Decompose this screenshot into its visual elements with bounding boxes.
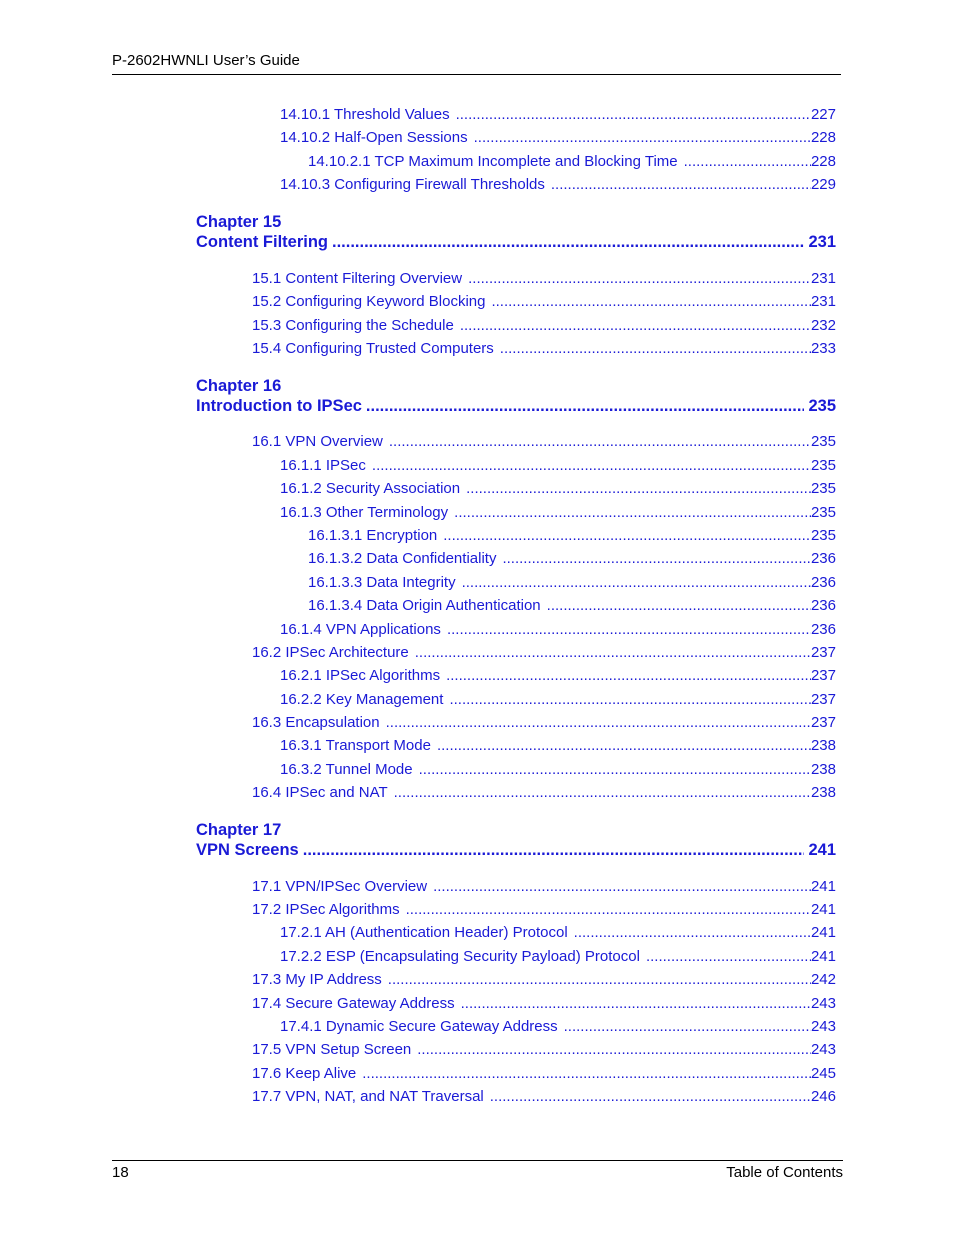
toc-entry-page[interactable]: 242: [810, 971, 836, 988]
toc-entry-title[interactable]: 17.4.1 Dynamic Secure Gateway Address: [280, 1018, 558, 1035]
toc-entry-title[interactable]: 17.7 VPN, NAT, and NAT Traversal: [252, 1088, 484, 1105]
section-name: Table of Contents: [726, 1164, 843, 1181]
toc-entry-page[interactable]: 241: [810, 948, 836, 965]
toc-entry[interactable]: [252, 971, 836, 991]
dot-leader: [468, 270, 811, 287]
dot-leader: [456, 106, 811, 123]
chapter-page[interactable]: 231: [808, 233, 836, 251]
chapter-title[interactable]: Introduction to IPSec: [196, 397, 362, 415]
toc-entry-page[interactable]: 233: [810, 340, 836, 357]
toc-entry[interactable]: [280, 1018, 836, 1038]
toc-entry[interactable]: [252, 714, 836, 734]
toc-entry[interactable]: [252, 317, 836, 337]
toc-entry-page[interactable]: 235: [810, 504, 836, 521]
toc-entry-title[interactable]: 15.1 Content Filtering Overview: [252, 270, 463, 287]
toc-entry-page[interactable]: 243: [810, 995, 836, 1012]
dot-leader: [684, 153, 811, 170]
toc-entry-title[interactable]: 16.1.2 Security Association: [280, 480, 461, 497]
toc-entry-title[interactable]: 16.2.2 Key Management: [280, 691, 444, 708]
toc-entry-title[interactable]: 14.10.2.1 TCP Maximum Incomplete and Blocking Time: [308, 153, 678, 170]
toc-entry-page[interactable]: 238: [810, 761, 836, 778]
dot-leader: [437, 737, 811, 754]
dot-leader: [462, 574, 811, 591]
dot-leader: [406, 901, 811, 918]
toc-entry[interactable]: [252, 270, 836, 290]
toc-entry-page[interactable]: 237: [810, 644, 836, 661]
chapter-page[interactable]: 235: [808, 397, 836, 415]
toc-entry[interactable]: [280, 504, 836, 524]
toc-entry[interactable]: [280, 480, 836, 500]
toc-entry-page[interactable]: 238: [810, 784, 836, 801]
chapter-label[interactable]: Chapter 17: [196, 821, 282, 839]
dot-leader: [461, 995, 811, 1012]
toc-entry-title[interactable]: 16.2.1 IPSec Algorithms: [280, 667, 441, 684]
dot-leader: [502, 550, 811, 567]
toc-entry-title[interactable]: 14.10.2 Half-Open Sessions: [280, 129, 468, 146]
toc-entry[interactable]: [280, 948, 836, 968]
toc-entry-title[interactable]: 15.3 Configuring the Schedule: [252, 317, 454, 334]
toc-entry-title[interactable]: 17.4 Secure Gateway Address: [252, 995, 455, 1012]
chapter-entry[interactable]: [196, 841, 836, 860]
dot-leader: [332, 233, 804, 252]
toc-entry-title[interactable]: 17.6 Keep Alive: [252, 1065, 357, 1082]
toc-entry-page[interactable]: 236: [810, 621, 836, 638]
toc-entry[interactable]: [280, 737, 836, 757]
chapter-entry[interactable]: [196, 397, 836, 416]
toc-entry[interactable]: [252, 340, 836, 360]
toc-entry[interactable]: [252, 433, 836, 453]
toc-entry-title[interactable]: 16.1.4 VPN Applications: [280, 621, 441, 638]
dot-leader: [443, 527, 811, 544]
toc-entry[interactable]: [252, 878, 836, 898]
chapter-title[interactable]: Content Filtering: [196, 233, 328, 251]
toc-entry-page[interactable]: 238: [810, 737, 836, 754]
dot-leader: [389, 433, 811, 450]
toc-entry[interactable]: [252, 644, 836, 664]
toc-entry-title[interactable]: 17.2.1 AH (Authentication Header) Protocol: [280, 924, 568, 941]
dot-leader: [362, 1065, 811, 1082]
toc-entry-page[interactable]: 246: [810, 1088, 836, 1105]
toc-entry-page[interactable]: 231: [810, 270, 836, 287]
toc-entry[interactable]: [280, 691, 836, 711]
chapter-label[interactable]: Chapter 15: [196, 213, 282, 231]
toc-entry-page[interactable]: 235: [810, 457, 836, 474]
dot-leader: [446, 667, 811, 684]
toc-entry-page[interactable]: 243: [810, 1018, 836, 1035]
toc-entry-title[interactable]: 16.3 Encapsulation: [252, 714, 380, 731]
toc-entry-title[interactable]: 16.4 IPSec and NAT: [252, 784, 388, 801]
toc-entry-page[interactable]: 232: [810, 317, 836, 334]
dot-leader: [454, 504, 811, 521]
dot-leader: [500, 340, 811, 357]
toc-entry[interactable]: [252, 1065, 836, 1085]
toc-entry-page[interactable]: 236: [810, 550, 836, 567]
toc-entry-page[interactable]: 243: [810, 1041, 836, 1058]
dot-leader: [366, 397, 805, 416]
toc-entry-title[interactable]: 15.4 Configuring Trusted Computers: [252, 340, 494, 357]
dot-leader: [417, 1041, 811, 1058]
dot-leader: [547, 597, 811, 614]
toc-entry-page[interactable]: 237: [810, 714, 836, 731]
dot-leader: [433, 878, 811, 895]
toc-entry[interactable]: [280, 176, 836, 196]
toc-entry[interactable]: [308, 574, 836, 594]
toc-entry-title[interactable]: 16.2 IPSec Architecture: [252, 644, 409, 661]
toc-entry-title[interactable]: 17.3 My IP Address: [252, 971, 382, 988]
dot-leader: [388, 971, 811, 988]
toc-entry-title[interactable]: 16.1 VPN Overview: [252, 433, 383, 450]
toc-entry[interactable]: [252, 293, 836, 313]
page-header: [112, 52, 841, 75]
dot-leader: [419, 761, 811, 778]
toc-entry[interactable]: [252, 784, 836, 804]
toc-entry[interactable]: [308, 597, 836, 617]
toc-entry[interactable]: [280, 457, 836, 477]
dot-leader: [551, 176, 811, 193]
toc-entry-page[interactable]: 245: [810, 1065, 836, 1082]
toc-entry-page[interactable]: 236: [810, 597, 836, 614]
dot-leader: [386, 714, 811, 731]
toc-entry-page[interactable]: 228: [810, 153, 836, 170]
toc-entry-title[interactable]: 16.1.3.4 Data Origin Authentication: [308, 597, 541, 614]
toc-entry-page[interactable]: 227: [810, 106, 836, 123]
toc-entry-title[interactable]: 17.1 VPN/IPSec Overview: [252, 878, 428, 895]
toc-entry-title[interactable]: 14.10.1 Threshold Values: [280, 106, 450, 123]
toc-entry-title[interactable]: 16.1.1 IPSec: [280, 457, 366, 474]
toc-entry[interactable]: [252, 1041, 836, 1061]
dot-leader: [491, 293, 811, 310]
toc-entry[interactable]: [252, 901, 836, 921]
page-footer: [112, 1160, 843, 1181]
toc-entry-page[interactable]: 241: [810, 901, 836, 918]
toc-entry-title[interactable]: 16.3.2 Tunnel Mode: [280, 761, 413, 778]
toc-entry[interactable]: [308, 153, 836, 173]
toc-entry[interactable]: [252, 995, 836, 1015]
dot-leader: [449, 691, 811, 708]
dot-leader: [574, 924, 811, 941]
dot-leader: [564, 1018, 811, 1035]
toc-entry[interactable]: [280, 924, 836, 944]
toc-entry-page[interactable]: 231: [810, 293, 836, 310]
toc-entry-title[interactable]: 16.1.3.2 Data Confidentiality: [308, 550, 497, 567]
document-title: P-2602HWNLI User’s Guide: [112, 52, 300, 69]
toc-entry[interactable]: [308, 550, 836, 570]
toc-entry-title[interactable]: 15.2 Configuring Keyword Blocking: [252, 293, 486, 310]
dot-leader: [460, 317, 811, 334]
toc-entry[interactable]: [252, 1088, 836, 1108]
toc-entry-title[interactable]: 16.1.3.1 Encryption: [308, 527, 438, 544]
chapter-title[interactable]: VPN Screens: [196, 841, 299, 859]
dot-leader: [490, 1088, 811, 1105]
toc-entry-page[interactable]: 229: [810, 176, 836, 193]
toc-entry-page[interactable]: 241: [810, 924, 836, 941]
dot-leader: [303, 841, 805, 860]
dot-leader: [646, 948, 811, 965]
chapter-page[interactable]: 241: [808, 841, 836, 859]
toc-entry-page[interactable]: 236: [810, 574, 836, 591]
toc-entry-page[interactable]: 237: [810, 691, 836, 708]
toc-entry-title[interactable]: 17.2.2 ESP (Encapsulating Security Payload) Protocol: [280, 948, 640, 965]
dot-leader: [415, 644, 811, 661]
chapter-label[interactable]: Chapter 16: [196, 377, 282, 395]
toc-entry-title[interactable]: 16.3.1 Transport Mode: [280, 737, 431, 754]
toc-entry-page[interactable]: 235: [810, 527, 836, 544]
dot-leader: [372, 457, 811, 474]
dot-leader: [447, 621, 811, 638]
dot-leader: [466, 480, 811, 497]
page-number: 18: [112, 1164, 129, 1181]
dot-leader: [474, 129, 811, 146]
toc-entry[interactable]: [280, 667, 836, 687]
toc-entry[interactable]: [280, 129, 836, 149]
toc-entry-title[interactable]: 16.1.3 Other Terminology: [280, 504, 449, 521]
toc-entry[interactable]: [280, 106, 836, 126]
chapter-entry[interactable]: [196, 233, 836, 252]
toc-entry-title[interactable]: 17.5 VPN Setup Screen: [252, 1041, 412, 1058]
toc-entry-title[interactable]: 16.1.3.3 Data Integrity: [308, 574, 456, 591]
toc-entry-page[interactable]: 241: [810, 878, 836, 895]
toc-entry-page[interactable]: 235: [810, 480, 836, 497]
toc-entry[interactable]: [280, 761, 836, 781]
toc-entry-page[interactable]: 237: [810, 667, 836, 684]
dot-leader: [394, 784, 811, 801]
toc-entry-page[interactable]: 228: [810, 129, 836, 146]
toc-entry-title[interactable]: 17.2 IPSec Algorithms: [252, 901, 400, 918]
toc-entry-title[interactable]: 14.10.3 Configuring Firewall Thresholds: [280, 176, 545, 193]
toc-entry-page[interactable]: 235: [810, 433, 836, 450]
toc-entry[interactable]: [308, 527, 836, 547]
toc-entry[interactable]: [280, 621, 836, 641]
